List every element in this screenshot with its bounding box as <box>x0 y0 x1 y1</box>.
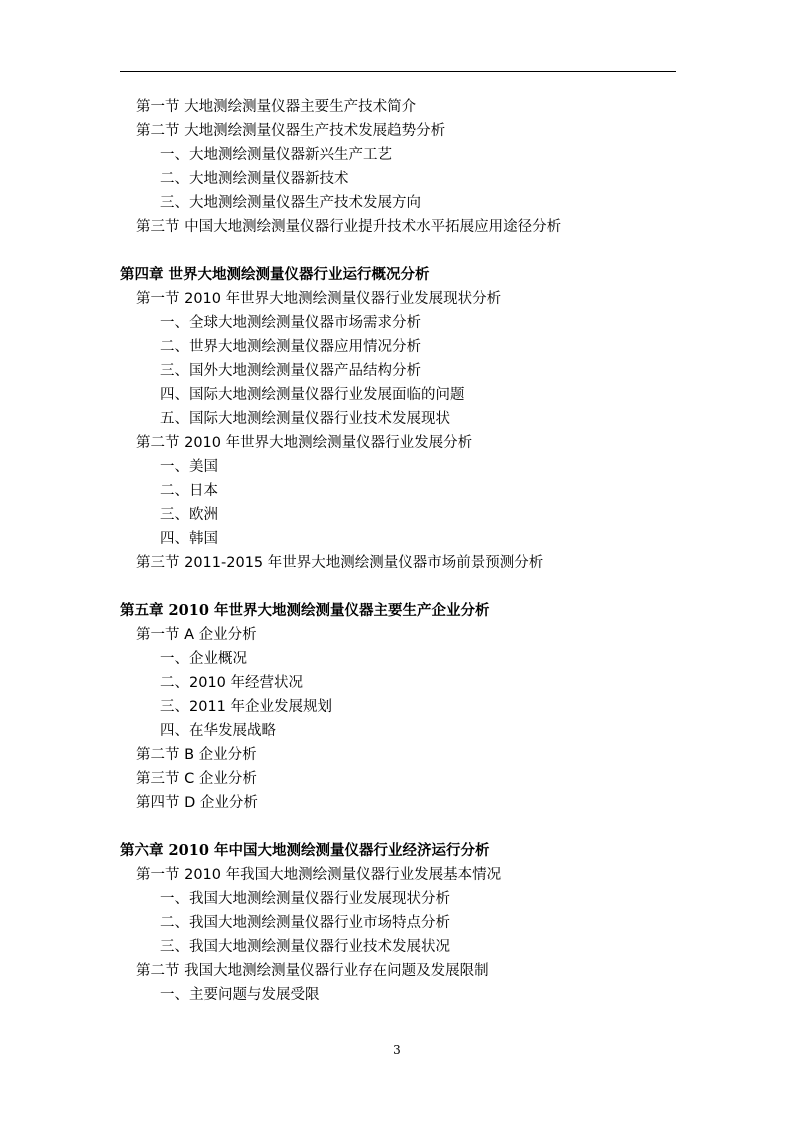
toc-section: 第二节 2010 年世界大地测绘测量仪器行业发展分析 <box>136 435 473 451</box>
toc-subitem: 一、企业概况 <box>160 651 247 667</box>
toc-section: 第二节 大地测绘测量仪器生产技术发展趋势分析 <box>136 123 446 139</box>
toc-section: 第三节 2011-2015 年世界大地测绘测量仪器市场前景预测分析 <box>136 555 544 571</box>
toc-subitem: 二、我国大地测绘测量仪器行业市场特点分析 <box>160 915 450 931</box>
toc-subitem: 一、美国 <box>160 459 218 475</box>
toc-section: 第三节 中国大地测绘测量仪器行业提升技术水平拓展应用途径分析 <box>136 219 562 235</box>
toc-section: 第一节 2010 年我国大地测绘测量仪器行业发展基本情况 <box>136 867 502 883</box>
toc-chapter: 第四章 世界大地测绘测量仪器行业运行概况分析 <box>120 266 430 283</box>
toc-subitem: 四、韩国 <box>160 531 218 547</box>
toc-subitem: 一、主要问题与发展受限 <box>160 987 320 1003</box>
toc-subitem: 二、日本 <box>160 483 218 499</box>
toc-subitem: 二、2010 年经营状况 <box>160 675 304 691</box>
toc-section: 第三节 C 企业分析 <box>136 771 257 787</box>
toc-subitem: 一、我国大地测绘测量仪器行业发展现状分析 <box>160 891 450 907</box>
toc-subitem: 五、国际大地测绘测量仪器行业技术发展现状 <box>160 411 450 427</box>
toc-section: 第一节 2010 年世界大地测绘测量仪器行业发展现状分析 <box>136 291 502 307</box>
page-number: 3 <box>393 1043 401 1057</box>
toc-section: 第二节 B 企业分析 <box>136 747 257 763</box>
toc-subitem: 一、全球大地测绘测量仪器市场需求分析 <box>160 315 421 331</box>
toc-subitem: 一、大地测绘测量仪器新兴生产工艺 <box>160 147 392 163</box>
toc-section: 第四节 D 企业分析 <box>136 795 258 811</box>
header-rule <box>120 71 676 72</box>
toc-chapter: 第五章 2010 年世界大地测绘测量仪器主要生产企业分析 <box>120 602 490 619</box>
toc-subitem: 三、我国大地测绘测量仪器行业技术发展状况 <box>160 939 450 955</box>
toc-section: 第二节 我国大地测绘测量仪器行业存在问题及发展限制 <box>136 963 489 979</box>
toc-subitem: 二、大地测绘测量仪器新技术 <box>160 171 349 187</box>
toc-subitem: 三、大地测绘测量仪器生产技术发展方向 <box>160 195 421 211</box>
toc-subitem: 二、世界大地测绘测量仪器应用情况分析 <box>160 339 421 355</box>
toc-subitem: 四、在华发展战略 <box>160 723 276 739</box>
toc-subitem: 三、2011 年企业发展规划 <box>160 699 333 715</box>
toc-subitem: 三、国外大地测绘测量仪器产品结构分析 <box>160 363 421 379</box>
toc-chapter: 第六章 2010 年中国大地测绘测量仪器行业经济运行分析 <box>120 842 490 859</box>
toc-subitem: 三、欧洲 <box>160 507 218 523</box>
toc-section: 第一节 A 企业分析 <box>136 627 257 643</box>
toc-section: 第一节 大地测绘测量仪器主要生产技术简介 <box>136 99 417 115</box>
toc-subitem: 四、国际大地测绘测量仪器行业发展面临的问题 <box>160 387 465 403</box>
